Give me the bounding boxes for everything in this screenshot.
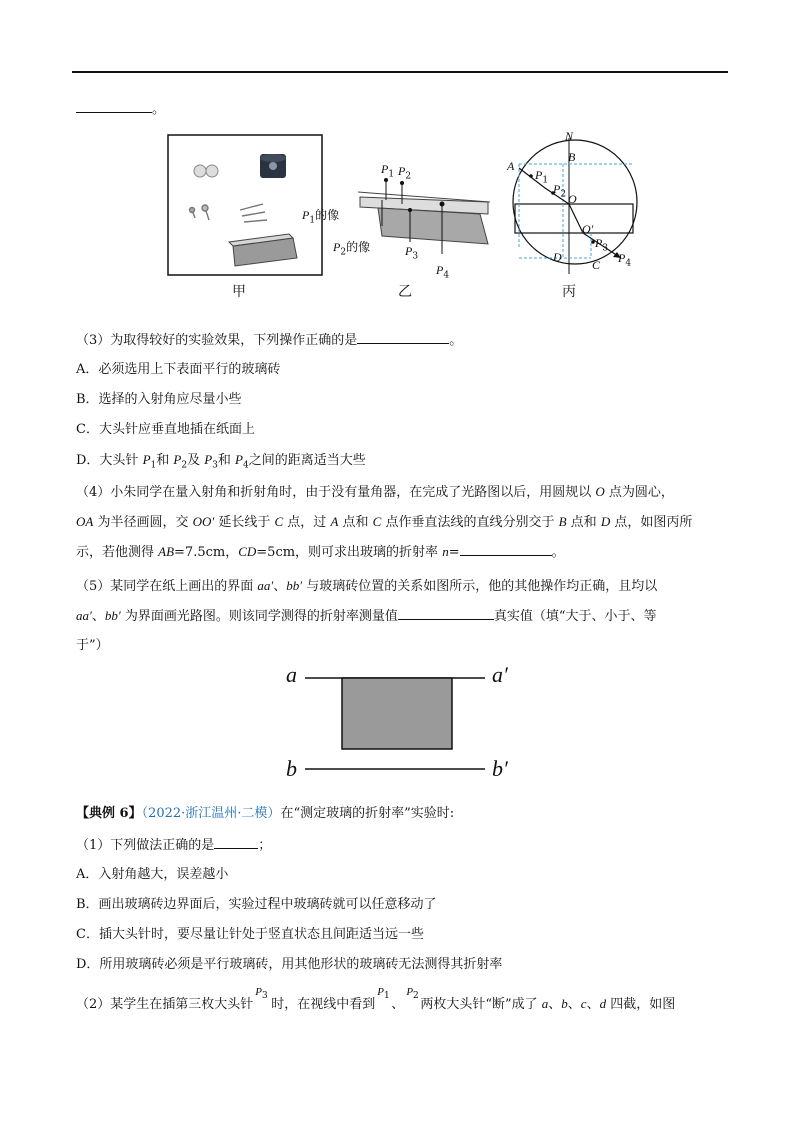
q4-line-1: （4）小朱同学在量入射角和折射角时，由于没有量角器，在完成了光路图以后，用圆规以 O 点为圆心，: [76, 484, 674, 500]
q4-line-2: OA 为半径画圆，交 OO′ 延长线于 C 点，过 A 点和 C 点作垂直法线的直线分别交于 B 点和 D 点，如图丙所: [76, 514, 693, 530]
ex6-option-a: A．入射角越大，误差越小: [76, 867, 229, 882]
ex6-option-c: C．插大头针时，要尽量让针处于竖直状态且间距适当远一些: [76, 927, 424, 942]
label-a: a: [286, 662, 297, 687]
label-p4: $P_4$: [436, 263, 450, 281]
q4-line-3: 示，若他测得 AB=7.5cm，CD=5cm，则可求出玻璃的折射率 n= 。: [76, 544, 565, 560]
label-b: b: [286, 756, 297, 781]
ex6-option-d: D．所用玻璃砖必须是平行玻璃砖，用其他形状的玻璃砖无法测得其折射率: [76, 957, 503, 972]
figure-jia: [167, 134, 323, 276]
top-answer-line: [76, 100, 165, 119]
label-B: B: [568, 150, 576, 164]
q5-line-1: （5）某同学在纸上画出的界面 aa′、bb′ 与玻璃砖位置的关系如图所示，他的其他操作均正确，且均以: [76, 578, 658, 594]
ex6-q1: （1）下列做法正确的是 ；: [76, 838, 272, 853]
label-p2: $P_2$: [398, 164, 412, 182]
caption-bing: 丙: [562, 284, 576, 300]
label-bing-p3: $P_3$: [595, 236, 609, 254]
figure-q5-interfaces: [300, 670, 490, 775]
label-b-prime: b′: [492, 756, 508, 781]
label-A: A: [507, 159, 515, 173]
header-rule: [72, 71, 728, 73]
q5-line-3: 于”）: [76, 638, 109, 653]
label-p2-image: $P_2$的像: [333, 240, 371, 258]
thumbtack-ball-icon: [194, 165, 206, 177]
label-p1-image: $P_1$的像: [302, 208, 340, 226]
q3-option-a: A．必须选用上下表面平行的玻璃砖: [76, 362, 281, 377]
label-bing-p4: $P_4$: [618, 251, 632, 269]
q3-stem: （3）为取得较好的实验效果，下列操作正确的是 。: [76, 333, 463, 348]
label-D: D: [553, 250, 562, 264]
caption-yi: 乙: [398, 284, 412, 300]
ex6-q2: （2）某学生在插第三枚大头针 $P_3$ 时，在视线中看到 $P_1$ 、 $P_2$ 两枚大头针“断”成了 a、b、c、d 四截，如图: [76, 986, 676, 1012]
example-6-header: 【典例 6】（2022·浙江温州·二模）在“测定玻璃的折射率”实验时:: [76, 806, 455, 821]
figure-bing: [505, 128, 655, 278]
q3-option-d: D．大头针 $P_1$和 $P_2$及 $P_3$和 $P_4$之间的距离适当大些: [76, 452, 366, 471]
label-bing-p1: $P_1$: [535, 168, 549, 186]
label-O-prime: O′: [582, 222, 594, 236]
example-tag: 【典例 6】: [76, 806, 142, 821]
label-N: N: [565, 129, 574, 143]
ex6-option-b: B．画出玻璃砖边界面后，实验过程中玻璃砖就可以任意移动了: [76, 897, 437, 912]
label-p1: $P_1$: [381, 162, 395, 180]
label-p3: $P_3$: [405, 244, 419, 262]
label-a-prime: a′: [492, 662, 508, 687]
example-source: （2022·浙江温州·二模）: [141, 806, 281, 821]
label-O: O: [568, 192, 577, 206]
q5-line-2: aa′、bb′ 为界面画光路图。则该同学测得的折射率测量值 真实值（填“大于、小于、等: [76, 608, 657, 624]
label-bing-p2: $P_2$: [553, 182, 567, 200]
answer-blank: [76, 100, 152, 113]
caption-jia: 甲: [232, 284, 246, 300]
period: 。: [152, 102, 166, 117]
label-C: C: [592, 258, 601, 272]
tape-roll-icon: [260, 154, 286, 178]
q3-option-c: C．大头针应垂直地插在纸面上: [76, 422, 255, 437]
q3-option-b: B．选择的入射角应尽量小些: [76, 392, 242, 407]
